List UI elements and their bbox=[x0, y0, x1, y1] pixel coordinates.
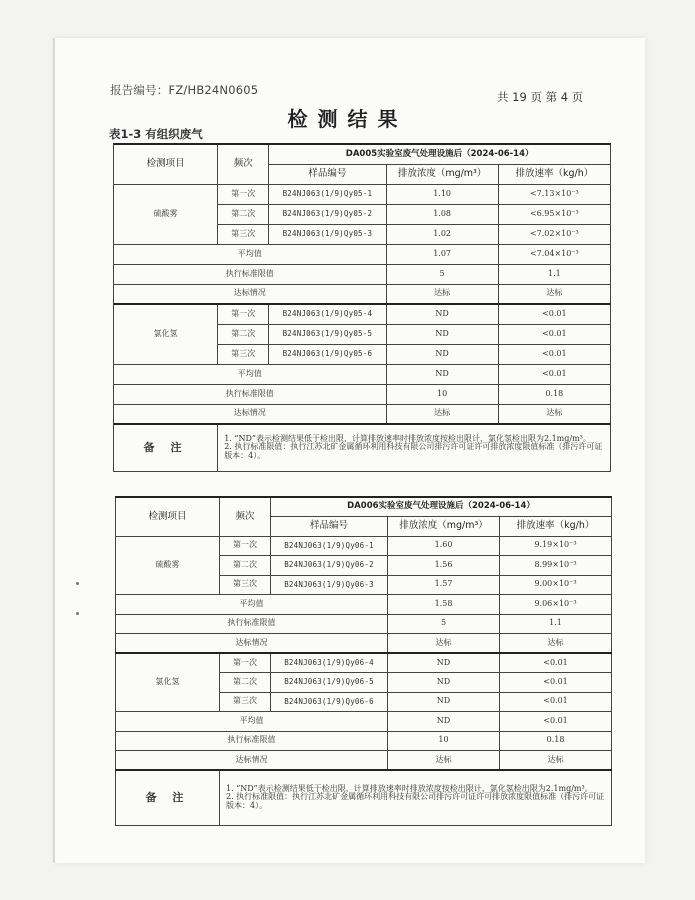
limit-row bbox=[114, 264, 611, 284]
status-row-concentration: 达标 bbox=[388, 634, 500, 654]
concentration-cell: ND bbox=[386, 344, 498, 364]
header-concentration: 排放浓度（mg/m³） bbox=[388, 517, 500, 537]
average-row-rate: <0.01 bbox=[500, 712, 612, 732]
page-title: 检测结果 bbox=[287, 107, 408, 131]
limit-row-rate: 0.18 bbox=[498, 384, 610, 404]
note-line: 2. 执行标准限值：执行江苏北矿金属循环利用科技有限公司排污许可证许可排放浓度限值标准（排污许可证版本：4）。 bbox=[224, 442, 603, 461]
status-row-label: 达标情况 bbox=[116, 634, 388, 654]
limit-row-label: 执行标准限值 bbox=[116, 731, 388, 751]
average-row bbox=[116, 595, 612, 615]
rate-cell: <7.02×10⁻³ bbox=[498, 224, 610, 244]
sample-id-cell: B24NJ063(1/9)Qy06-4 bbox=[271, 653, 388, 673]
frequency-cell: 第二次 bbox=[218, 324, 269, 344]
frequency-cell: 第二次 bbox=[220, 556, 271, 576]
limit-row-label: 执行标准限值 bbox=[114, 264, 387, 284]
average-row bbox=[114, 244, 611, 264]
rate-cell: <0.01 bbox=[498, 344, 610, 364]
table-row bbox=[116, 653, 612, 673]
limit-row bbox=[116, 731, 612, 751]
sample-id-cell: B24NJ063(1/9)Qy05-4 bbox=[269, 304, 386, 324]
rate-cell: 9.00×10⁻³ bbox=[500, 575, 612, 595]
concentration-cell: ND bbox=[386, 304, 498, 324]
sample-id-cell: B24NJ063(1/9)Qy06-6 bbox=[271, 692, 388, 712]
average-row-concentration: ND bbox=[388, 712, 500, 732]
limit-row-concentration: 10 bbox=[386, 384, 498, 404]
sample-id-cell: B24NJ063(1/9)Qy05-1 bbox=[269, 184, 386, 204]
note-line: 2. 执行标准限值：执行江苏北矿金属循环利用科技有限公司排污许可证许可排放浓度限值标准（排污许可证版本：4）。 bbox=[226, 792, 605, 811]
limit-row-rate: 1.1 bbox=[498, 264, 610, 284]
limit-row-concentration: 5 bbox=[388, 614, 500, 634]
concentration-cell: 1.10 bbox=[386, 184, 498, 204]
status-row-concentration: 达标 bbox=[386, 284, 498, 304]
frequency-cell: 第二次 bbox=[220, 673, 271, 693]
status-row bbox=[116, 634, 612, 654]
pollutant-name: 硫酸雾 bbox=[116, 536, 220, 595]
status-row bbox=[116, 751, 612, 771]
pollutant-name: 氯化氢 bbox=[114, 304, 218, 364]
scan-speck bbox=[76, 612, 79, 615]
average-row-concentration: ND bbox=[386, 364, 498, 384]
report-number: 报告编号：FZ/HB24N0605 bbox=[110, 83, 259, 97]
concentration-cell: 1.08 bbox=[386, 204, 498, 224]
average-row-label: 平均值 bbox=[114, 244, 387, 264]
notes-label: 备 注 bbox=[114, 424, 218, 471]
limit-row-label: 执行标准限值 bbox=[114, 384, 387, 404]
concentration-cell: ND bbox=[388, 653, 500, 673]
header-rate: 排放速率（kg/h） bbox=[498, 164, 610, 184]
table-row bbox=[114, 184, 611, 204]
header-frequency: 频次 bbox=[218, 144, 269, 184]
concentration-cell: ND bbox=[386, 324, 498, 344]
frequency-cell: 第一次 bbox=[220, 536, 271, 556]
note-line: 1. “ND”表示检测结果低于检出限，计算排放速率时排放浓度按检出限计，氯化氢检出限为2.1mg/m³。 bbox=[224, 433, 591, 443]
pollutant-name: 硫酸雾 bbox=[114, 184, 218, 244]
status-row-label: 达标情况 bbox=[114, 284, 387, 304]
sample-id-cell: B24NJ063(1/9)Qy06-1 bbox=[271, 536, 388, 556]
header-concentration: 排放浓度（mg/m³） bbox=[386, 164, 498, 184]
sample-id-cell: B24NJ063(1/9)Qy05-6 bbox=[269, 344, 386, 364]
average-row-label: 平均值 bbox=[116, 595, 388, 615]
sample-id-cell: B24NJ063(1/9)Qy05-5 bbox=[269, 324, 386, 344]
rate-cell: 8.99×10⁻³ bbox=[500, 556, 612, 576]
status-row-label: 达标情况 bbox=[116, 751, 388, 771]
average-row-label: 平均值 bbox=[114, 364, 387, 384]
sample-id-cell: B24NJ063(1/9)Qy05-2 bbox=[269, 204, 386, 224]
status-row-concentration: 达标 bbox=[388, 751, 500, 771]
sample-id-cell: B24NJ063(1/9)Qy05-3 bbox=[269, 224, 386, 244]
average-row bbox=[116, 712, 612, 732]
concentration-cell: ND bbox=[388, 673, 500, 693]
average-row-label: 平均值 bbox=[116, 712, 388, 732]
average-row-concentration: 1.58 bbox=[388, 595, 500, 615]
sample-id-cell: B24NJ063(1/9)Qy06-2 bbox=[271, 556, 388, 576]
status-row-rate: 达标 bbox=[498, 284, 610, 304]
status-row-concentration: 达标 bbox=[386, 404, 498, 424]
header-item: 检测项目 bbox=[114, 144, 218, 184]
rate-cell: <0.01 bbox=[500, 692, 612, 712]
concentration-cell: ND bbox=[388, 692, 500, 712]
limit-row bbox=[116, 614, 612, 634]
header-item: 检测项目 bbox=[116, 497, 220, 536]
results-table bbox=[115, 496, 612, 826]
average-row-concentration: 1.07 bbox=[386, 244, 498, 264]
limit-row-concentration: 10 bbox=[388, 731, 500, 751]
concentration-cell: 1.56 bbox=[388, 556, 500, 576]
limit-row-concentration: 5 bbox=[386, 264, 498, 284]
header-rate: 排放速率（kg/h） bbox=[500, 517, 612, 537]
table-title: DA006实验室废气处理设施后（2024-06-14） bbox=[271, 497, 612, 517]
limit-row bbox=[114, 384, 611, 404]
frequency-cell: 第三次 bbox=[220, 575, 271, 595]
rate-cell: <0.01 bbox=[498, 304, 610, 324]
average-row-rate: <0.01 bbox=[498, 364, 610, 384]
pollutant-name: 氯化氢 bbox=[116, 653, 220, 712]
status-row-rate: 达标 bbox=[500, 751, 612, 771]
sample-id-cell: B24NJ063(1/9)Qy06-3 bbox=[271, 575, 388, 595]
limit-row-label: 执行标准限值 bbox=[116, 614, 388, 634]
notes-label: 备 注 bbox=[116, 770, 220, 825]
frequency-cell: 第三次 bbox=[220, 692, 271, 712]
table-title: DA005实验室废气处理设施后（2024-06-14） bbox=[269, 144, 611, 164]
rate-cell: <0.01 bbox=[500, 653, 612, 673]
table-row bbox=[116, 536, 612, 556]
rate-cell: <0.01 bbox=[498, 324, 610, 344]
status-row bbox=[114, 404, 611, 424]
rate-cell: <6.95×10⁻³ bbox=[498, 204, 610, 224]
rate-cell: <0.01 bbox=[500, 673, 612, 693]
limit-row-rate: 1.1 bbox=[500, 614, 612, 634]
frequency-cell: 第三次 bbox=[218, 224, 269, 244]
rate-cell: 9.19×10⁻³ bbox=[500, 536, 612, 556]
notes-text bbox=[220, 770, 612, 825]
rate-cell: <7.13×10⁻³ bbox=[498, 184, 610, 204]
sample-id-cell: B24NJ063(1/9)Qy06-5 bbox=[271, 673, 388, 693]
status-row bbox=[114, 284, 611, 304]
concentration-cell: 1.57 bbox=[388, 575, 500, 595]
frequency-cell: 第三次 bbox=[218, 344, 269, 364]
limit-row-rate: 0.18 bbox=[500, 731, 612, 751]
status-row-label: 达标情况 bbox=[114, 404, 387, 424]
scan-speck bbox=[76, 582, 79, 585]
notes-text bbox=[218, 424, 611, 471]
concentration-cell: 1.02 bbox=[386, 224, 498, 244]
frequency-cell: 第二次 bbox=[218, 204, 269, 224]
header-frequency: 频次 bbox=[220, 497, 271, 536]
table-row bbox=[114, 304, 611, 324]
header-sample-id: 样品编号 bbox=[271, 517, 388, 537]
frequency-cell: 第一次 bbox=[220, 653, 271, 673]
average-row bbox=[114, 364, 611, 384]
header-sample-id: 样品编号 bbox=[269, 164, 386, 184]
average-row-rate: 9.06×10⁻³ bbox=[500, 595, 612, 615]
page-info: 共 19 页 第 4 页 bbox=[497, 90, 584, 104]
average-row-rate: <7.04×10⁻³ bbox=[498, 244, 610, 264]
note-line: 1. “ND”表示检测结果低于检出限，计算排放速率时排放浓度按检出限计，氯化氢检出限为2.1mg/m³。 bbox=[226, 783, 593, 793]
frequency-cell: 第一次 bbox=[218, 304, 269, 324]
frequency-cell: 第一次 bbox=[218, 184, 269, 204]
concentration-cell: 1.60 bbox=[388, 536, 500, 556]
table-label: 表1-3 有组织废气 bbox=[109, 127, 203, 141]
status-row-rate: 达标 bbox=[500, 634, 612, 654]
results-table bbox=[113, 143, 611, 472]
status-row-rate: 达标 bbox=[498, 404, 610, 424]
